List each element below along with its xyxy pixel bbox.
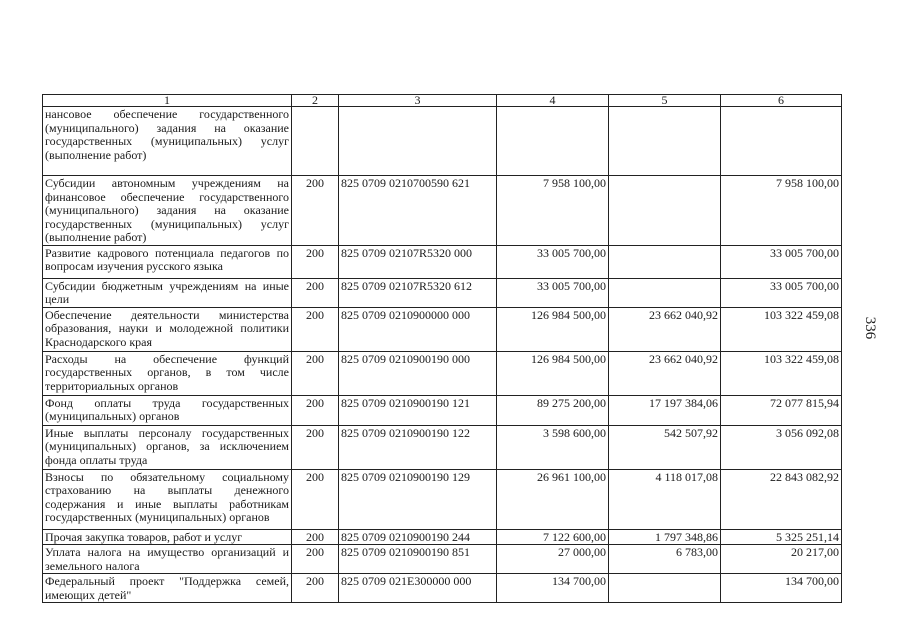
table-cell: 20 217,00 [721, 545, 842, 574]
table-cell: 134 700,00 [497, 574, 609, 603]
table-cell: нансовое обеспечение государственного (муниципального) задания на оказание государственных (муниципальных) услуг (выполнение работ) [43, 107, 292, 176]
column-header: 5 [609, 95, 721, 107]
table-cell: Федеральный проект "Поддержка семей, имеющих детей" [43, 574, 292, 603]
table-cell: 200 [292, 245, 339, 278]
table-cell: 542 507,92 [609, 425, 721, 469]
column-header: 2 [292, 95, 339, 107]
table-cell: 26 961 100,00 [497, 469, 609, 529]
table-cell: 89 275 200,00 [497, 395, 609, 425]
table-row [43, 351, 842, 395]
table-cell [721, 107, 842, 176]
column-header: 3 [339, 95, 497, 107]
table-cell: 5 325 251,14 [721, 529, 842, 545]
table-row [43, 176, 842, 246]
table-cell: 200 [292, 307, 339, 351]
table-cell: 200 [292, 545, 339, 574]
table-cell: Уплата налога на имущество организаций и земельного налога [43, 545, 292, 574]
table-row [43, 574, 842, 603]
table-cell [292, 107, 339, 176]
table-cell: 134 700,00 [721, 574, 842, 603]
table-row [43, 425, 842, 469]
table-cell: 825 0709 02107R5320 612 [339, 278, 497, 307]
table-cell: 33 005 700,00 [721, 278, 842, 307]
table-cell: Иные выплаты персоналу государственных (муниципальных) органов, за исключением фонда оплаты труда [43, 425, 292, 469]
table-cell: Взносы по обязательному социальному страхованию на выплаты денежного содержания и иные выплаты работникам государственных (муниципальных) органов [43, 469, 292, 529]
table-row [43, 469, 842, 529]
table-cell: 200 [292, 278, 339, 307]
table-row [43, 245, 842, 278]
table-cell: 200 [292, 425, 339, 469]
table-cell: 103 322 459,08 [721, 307, 842, 351]
table-cell: 825 0709 0210900190 129 [339, 469, 497, 529]
table-cell: 825 0709 0210900190 000 [339, 351, 497, 395]
table-cell: 7 122 600,00 [497, 529, 609, 545]
table-cell: Субсидии бюджетным учреждениям на иные цели [43, 278, 292, 307]
table-cell [609, 278, 721, 307]
table-cell: 23 662 040,92 [609, 307, 721, 351]
table-cell: 200 [292, 529, 339, 545]
table-cell: 7 958 100,00 [497, 176, 609, 246]
table-cell: Обеспечение деятельности министерства образования, науки и молодежной политики Краснодарского края [43, 307, 292, 351]
table-cell: 4 118 017,08 [609, 469, 721, 529]
table-cell: 33 005 700,00 [721, 245, 842, 278]
table-row [43, 307, 842, 351]
table-cell: 1 797 348,86 [609, 529, 721, 545]
table-cell: 7 958 100,00 [721, 176, 842, 246]
table-row [43, 545, 842, 574]
table-cell: 27 000,00 [497, 545, 609, 574]
table-cell: 825 0709 0210900190 244 [339, 529, 497, 545]
column-header: 1 [43, 95, 292, 107]
budget-table [42, 94, 842, 603]
table-cell: 22 843 082,92 [721, 469, 842, 529]
header-row [43, 95, 842, 107]
table-row [43, 529, 842, 545]
table-row [43, 395, 842, 425]
table-cell: Прочая закупка товаров, работ и услуг [43, 529, 292, 545]
table-cell: 3 056 092,08 [721, 425, 842, 469]
table-cell: 200 [292, 574, 339, 603]
table-cell: 200 [292, 176, 339, 246]
table-cell [339, 107, 497, 176]
column-header: 6 [721, 95, 842, 107]
table-cell: 200 [292, 469, 339, 529]
table-cell: 126 984 500,00 [497, 351, 609, 395]
table-cell: 72 077 815,94 [721, 395, 842, 425]
table-cell: 825 0709 0210900190 121 [339, 395, 497, 425]
table-cell [609, 107, 721, 176]
table-cell: 23 662 040,92 [609, 351, 721, 395]
table-cell: Развитие кадрового потенциала педагогов по вопросам изучения русского языка [43, 245, 292, 278]
table-cell: 825 0709 0210900000 000 [339, 307, 497, 351]
page-number: 336 [862, 316, 878, 340]
table-cell: 3 598 600,00 [497, 425, 609, 469]
table-row [43, 278, 842, 307]
table-cell: 825 0709 02107R5320 000 [339, 245, 497, 278]
table-cell: Субсидии автономным учреждениям на финансовое обеспечение государственного (муниципального) задания на оказание государственных (муниципальных) услуг (выполнение работ) [43, 176, 292, 246]
table-cell [497, 107, 609, 176]
table-cell: 825 0709 0210900190 122 [339, 425, 497, 469]
table-cell: Расходы на обеспечение функций государственных органов, в том числе территориальных органов [43, 351, 292, 395]
table-body [43, 107, 842, 603]
table-cell: 825 0709 0210700590 621 [339, 176, 497, 246]
table-cell: 103 322 459,08 [721, 351, 842, 395]
table-cell [609, 176, 721, 246]
table-row [43, 107, 842, 176]
table-cell: 33 005 700,00 [497, 245, 609, 278]
table-cell [609, 574, 721, 603]
table-cell: 17 197 384,06 [609, 395, 721, 425]
table-cell: 825 0709 0210900190 851 [339, 545, 497, 574]
table-cell: 200 [292, 351, 339, 395]
table-cell: 825 0709 021E300000 000 [339, 574, 497, 603]
table-header [43, 95, 842, 107]
table-cell: 126 984 500,00 [497, 307, 609, 351]
table-cell: Фонд оплаты труда государственных (муниципальных) органов [43, 395, 292, 425]
column-header: 4 [497, 95, 609, 107]
table-cell: 200 [292, 395, 339, 425]
table-cell: 6 783,00 [609, 545, 721, 574]
table-cell: 33 005 700,00 [497, 278, 609, 307]
table-cell [609, 245, 721, 278]
